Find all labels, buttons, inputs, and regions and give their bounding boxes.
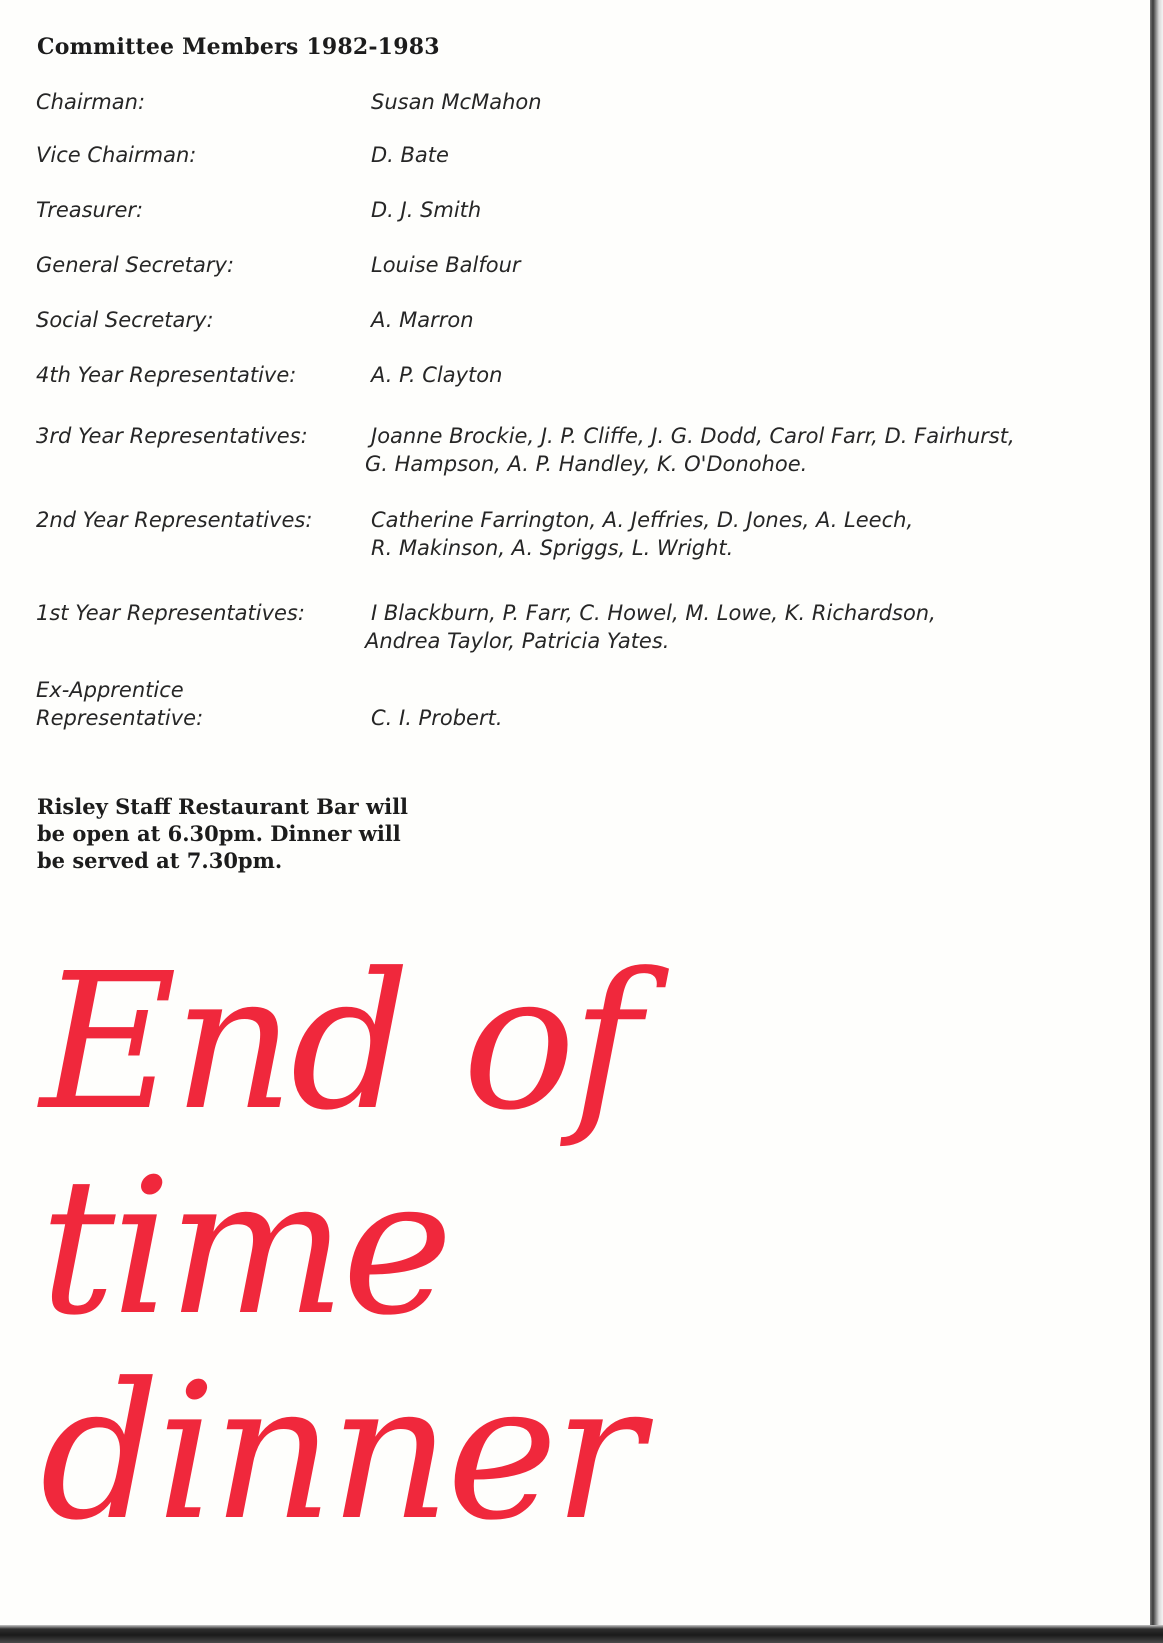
notice-line: Risley Staff Restaurant Bar will [37, 794, 409, 819]
scan-edge-right [1150, 0, 1163, 1643]
scan-edge-bottom [0, 1625, 1163, 1643]
title-line: dinner [40, 1343, 640, 1562]
member-names [371, 196, 1101, 224]
member-names [371, 704, 1101, 732]
member-line: R. Makinson, A. Spriggs, L. Wright. [371, 536, 734, 560]
role-label: Treasurer: [36, 198, 144, 222]
member-names [371, 141, 1101, 169]
member-line: D. J. Smith [371, 198, 482, 222]
member-line: C. I. Probert. [371, 706, 503, 730]
member-line: Andrea Taylor, Patricia Yates. [365, 629, 670, 653]
member-line: G. Hampson, A. P. Handley, K. O'Donohoe. [365, 452, 808, 476]
member-line: Joanne Brockie, J. P. Cliffe, J. G. Dodd, Carol Farr, D. Fairhurst, [371, 424, 1015, 448]
member-names [371, 506, 1101, 562]
role-label: 1st Year Representatives: [36, 601, 305, 625]
member-names [365, 599, 1101, 655]
notice-line: be served at 7.30pm. [37, 848, 283, 873]
member-line: I Blackburn, P. Farr, C. Howel, M. Lowe, K. Richardson, [371, 601, 936, 625]
role-label: 2nd Year Representatives: [36, 508, 313, 532]
member-names [365, 422, 1101, 478]
role-label: General Secretary: [36, 253, 235, 277]
role-label-line: Representative: [36, 706, 204, 730]
role-label: 3rd Year Representatives: [36, 424, 308, 448]
notice-line: be open at 6.30pm. Dinner will [37, 821, 401, 846]
member-line: Catherine Farrington, A. Jeffries, D. Jones, A. Leech, [371, 508, 914, 532]
role-label: Chairman: [36, 90, 146, 114]
event-title [40, 933, 660, 1562]
member-line: D. Bate [371, 143, 449, 167]
role-label [36, 676, 356, 732]
member-names [371, 251, 1101, 279]
committee-heading: Committee Members 1982-1983 [37, 34, 440, 60]
member-names [371, 306, 1101, 334]
member-line: Susan McMahon [371, 90, 542, 114]
title-line: time [40, 1138, 450, 1357]
title-line: End of [40, 933, 638, 1152]
role-label: Social Secretary: [36, 308, 214, 332]
role-label: 4th Year Representative: [36, 363, 297, 387]
member-line: Louise Balfour [371, 253, 521, 277]
opening-times-notice [37, 793, 437, 874]
role-label-line: Ex-Apprentice [36, 678, 184, 702]
member-names [371, 88, 1101, 116]
role-label: Vice Chairman: [36, 143, 197, 167]
member-line: A. Marron [371, 308, 474, 332]
member-names [371, 361, 1101, 389]
member-line: A. P. Clayton [371, 363, 503, 387]
